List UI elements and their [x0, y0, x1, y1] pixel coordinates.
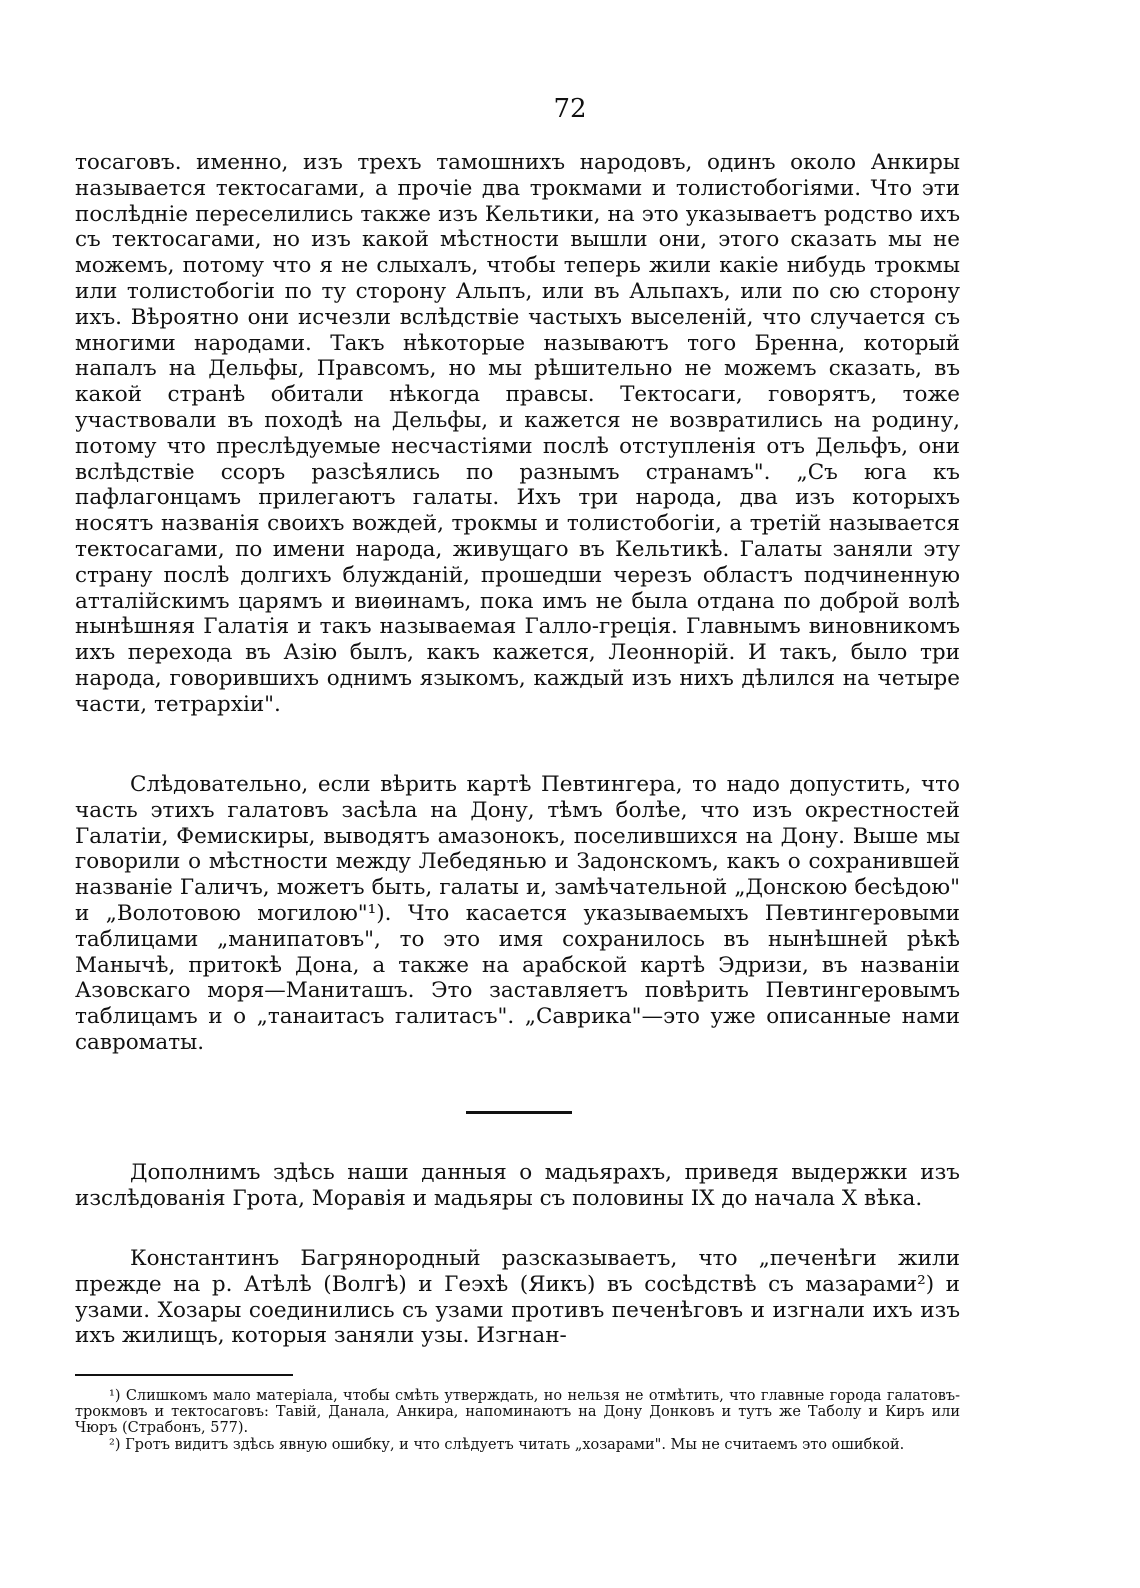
footnote-divider: [75, 1374, 293, 1376]
paragraph-2: Слѣдовательно, если вѣрить картѣ Певтингера, то надо допустить, что часть этихъ галатовъ засѣла на Дону, тѣмъ болѣе, что изъ окрестностей Галатіи, Фемискиры, выводятъ амазонокъ, поселившихся на Дону. Выше мы говорили о мѣстности между Лебедянью и Задонскомъ, какъ о сохранившей названіе Галичъ, можетъ быть, галаты и, замѣчательной „Донскою бесѣдою" и „Волотовою могилою"¹). Что касается указываемыхъ Певтингеровыми таблицами „манипатовъ", то это имя сохранилось въ нынѣшней рѣкѣ Манычѣ, притокѣ Дона, а также на арабской картѣ Эдризи, въ названіи Азовскаго моря—Маниташъ. Это заставляетъ повѣрить Певтингеровымъ таблицамъ и о „танаитасъ галитасъ". „Саврика"—это уже описанные нами савроматы.: [75, 772, 960, 1055]
paragraph-1: тосаговъ. именно, изъ трехъ тамошнихъ народовъ, одинъ около Анкиры называется тектосагами, а прочіе два трокмами и толистобогіями. Что эти послѣдніе переселились также изъ Кельтики, на это указываетъ родство ихъ съ тектосагами, но изъ какой мѣстности вышли они, этого сказать мы не можемъ, потому что я не слыхалъ, чтобы теперь жили какіе нибудь трокмы или толистобогіи по ту сторону Альпъ, или въ Альпахъ, или по сю сторону ихъ. Вѣроятно они исчезли вслѣдствіе частыхъ выселеній, что случается съ многими народами. Такъ нѣкоторые называютъ того Бренна, который напалъ на Дельфы, Правсомъ, но мы рѣшительно не можемъ сказать, въ какой странѣ обитали нѣкогда правсы. Тектосаги, говорятъ, тоже участвовали въ походѣ на Дельфы, и кажется не возвратились на родину, потому что преслѣдуемые несчастіями послѣ отступленія отъ Дельфъ, они вслѣдствіе ссоръ разсѣялись по разнымъ странамъ". „Съ юга къ пафлагонцамъ прилегаютъ галаты. Ихъ три народа, два изъ которыхъ носятъ названія своихъ вождей, трокмы и толистобогіи, а третій называется тектосагами, по имени народа, живущаго въ Кельтикѣ. Галаты заняли эту страну послѣ долгихъ блужданій, прошедши черезъ областъ подчиненную атталійскимъ царямъ и виѳинамъ, пока имъ не была отдана по доброй волѣ нынѣшняя Галатія и такъ называемая Галло-греція. Главнымъ виновникомъ ихъ перехода въ Азію былъ, какъ кажется, Леоннорій. И такъ, было три народа, говорившихъ однимъ языкомъ, каждый изъ нихъ дѣлился на четыре части, тетрархіи".: [75, 150, 960, 717]
footnote-2: ²) Гротъ видитъ здѣсь явную ошибку, и что слѣдуетъ читать „хозарами". Мы не считаемъ это ошибкой.: [109, 1436, 905, 1453]
footnote-1: ¹) Слишкомъ мало матеріала, чтобы смѣть утверждать, но нельзя не отмѣтить, что главные города галатовъ-трокмовъ и тектосаговъ: Тавій, Данала, Анкира, напоминаютъ на Дону Донковъ и тутъ же Таболу и Киръ или Чюръ (Страбонъ, 577).: [75, 1388, 960, 1437]
page-number: 72: [553, 94, 587, 124]
paragraph-4: Константинъ Багрянородный разсказываетъ, что „печенѣги жили прежде на р. Атѣлѣ (Волгѣ) и Геэхѣ (Яикъ) въ сосѣдствѣ съ мазарами²) и узами. Хозары соединились съ узами противъ печенѣговъ и изгнали ихъ изъ ихъ жилищъ, которыя заняли узы. Изгнан-: [75, 1246, 960, 1349]
footnotes: [75, 1388, 960, 1453]
paragraph-3: Дополнимъ здѣсь наши данныя о мадьярахъ, приведя выдержки изъ изслѣдованія Грота, Моравія и мадьяры съ половины IX до начала X вѣка.: [75, 1160, 960, 1211]
section-separator: [466, 1111, 572, 1114]
